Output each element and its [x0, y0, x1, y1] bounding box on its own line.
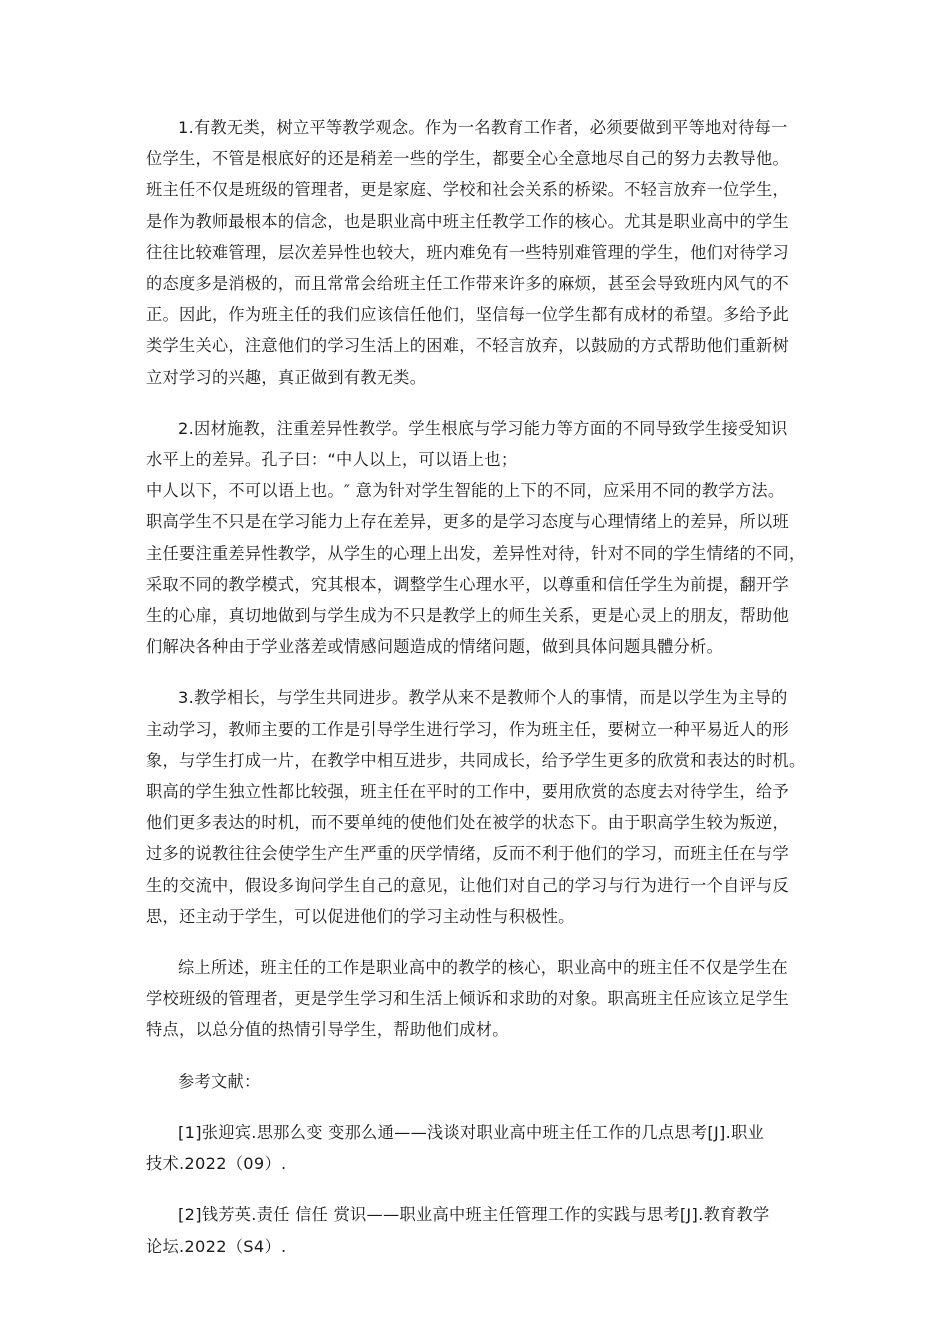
- text-line: 是作为教师最根本的信念，也是职业高中班主任教学工作的核心。尤其是职业高中的学生: [146, 211, 790, 231]
- text-line: 立对学习的兴趣，真正做到有教无类。: [146, 367, 427, 387]
- text-line: 往往比较难管理，层次差异性也较大，班内难免有一些特别难管理的学生，他们对待学习: [146, 242, 790, 262]
- text-line: 他们更多表达的时机，而不要单纯的使他们处在被学的状态下。由于职高学生较为叛逆，: [146, 813, 790, 833]
- text-line: 学校班级的管理者，更是学生学习和生活上倾诉和求助的对象。职高班主任应该立足学生: [146, 989, 790, 1009]
- text-line: 班主任不仅是班级的管理者，更是家庭、学校和社会关系的桥梁。不轻言放弃一位学生，: [146, 180, 790, 200]
- text-line: 论坛.2022（S4）.: [146, 1236, 287, 1256]
- text-line: 1.有教无类，树立平等教学观念。作为一名教育工作者，必须要做到平等地对待每一: [178, 118, 788, 137]
- text-line: 思，还主动于学生，可以促进他们的学习主动性与积极性。: [146, 906, 575, 926]
- text-line: 职高学生不只是在学习能力上存在差异，更多的是学习态度与心理情绪上的差异，所以班: [146, 512, 790, 532]
- text-line: 技术.2022（09）.: [146, 1154, 287, 1174]
- text-line: 生的交流中，假设多询问学生自己的意见，让他们对自己的学习与行为进行一个自评与反: [146, 875, 790, 895]
- text-line: 2.因材施教，注重差异性教学。学生根底与学习能力等方面的不同导致学生接受知识: [178, 418, 788, 438]
- text-line: [1]张迎宾.思那么变 变那么通——浅谈对职业高中班主任工作的几点思考[J].职业: [178, 1122, 765, 1142]
- text-line: 位学生，不管是根底好的还是稍差一些的学生，都要全心全意地尽自己的努力去教导他。: [146, 149, 790, 169]
- text-line: 类学生关心，注意他们的学习生活上的困难，不轻言放弃，以鼓励的方式帮助他们重新树: [146, 336, 790, 356]
- text-line: 象，与学生打成一片，在教学中相互进步，共同成长，给予学生更多的欣赏和表达的时机。: [146, 750, 806, 770]
- text-line: 水平上的差异。孔子曰：“中人以上，可以语上也；: [146, 450, 518, 470]
- text-line: 职高的学生独立性都比较强，班主任在平时的工作中，要用欣赏的态度去对待学生，给予: [146, 782, 790, 802]
- references-heading: [146, 1066, 810, 1097]
- text-line: 参考文献：: [178, 1071, 261, 1091]
- text-line: 的态度多是消极的，而且常常会给班主任工作带来许多的麻烦，甚至会导致班内风气的不: [146, 274, 790, 294]
- text-line: 生的心扉，真切地做到与学生成为不只是教学上的师生关系，更是心灵上的朋友，帮助他: [146, 606, 790, 626]
- paragraph-conclusion: [146, 952, 810, 1046]
- text-line: [2]钱芳英.责任 信任 赏识——职业高中班主任管理工作的实践与思考[J].教育教学: [178, 1205, 770, 1225]
- text-line: 采取不同的教学模式，究其根本，调整学生心理水平，以尊重和信任学生为前提，翻开学: [146, 574, 790, 594]
- text-line: 主任要注重差异性教学，从学生的心理上出发，差异性对待，针对不同的学生情绪的不同，: [146, 543, 806, 563]
- paragraph-differentiated-teaching: [146, 413, 810, 663]
- text-line: 综上所述，班主任的工作是职业高中的教学的核心，职业高中的班主任不仅是学生在: [178, 958, 789, 978]
- text-line: 过多的说教往往会使学生产生严重的厌学情绪，反而不利于他们的学习，而班主任在与学: [146, 844, 790, 864]
- text-line: 们解决各种由于学业落差或情感问题造成的情绪问题，做到具体问题具體分析。: [146, 637, 724, 657]
- text-line: 中人以下，不可以语上也。″ 意为针对学生智能的上下的不同，应采用不同的教学方法。: [146, 481, 785, 501]
- paragraph-equal-teaching: [146, 112, 810, 393]
- paragraph-mutual-progress: [146, 682, 810, 932]
- reference-item-2: [146, 1199, 810, 1261]
- document-page: [146, 112, 810, 1262]
- text-line: 特点，以总分值的热情引导学生，帮助他们成材。: [146, 1020, 509, 1040]
- text-line: 正。因此，作为班主任的我们应该信任他们，坚信每一位学生都有成材的希望。多给予此: [146, 305, 790, 325]
- text-line: 3.教学相长，与学生共同进步。教学从来不是教师个人的事情，而是以学生为主导的: [178, 688, 788, 708]
- reference-item-1: [146, 1117, 810, 1179]
- text-line: 主动学习，教师主要的工作是引导学生进行学习，作为班主任，要树立一种平易近人的形: [146, 719, 790, 739]
